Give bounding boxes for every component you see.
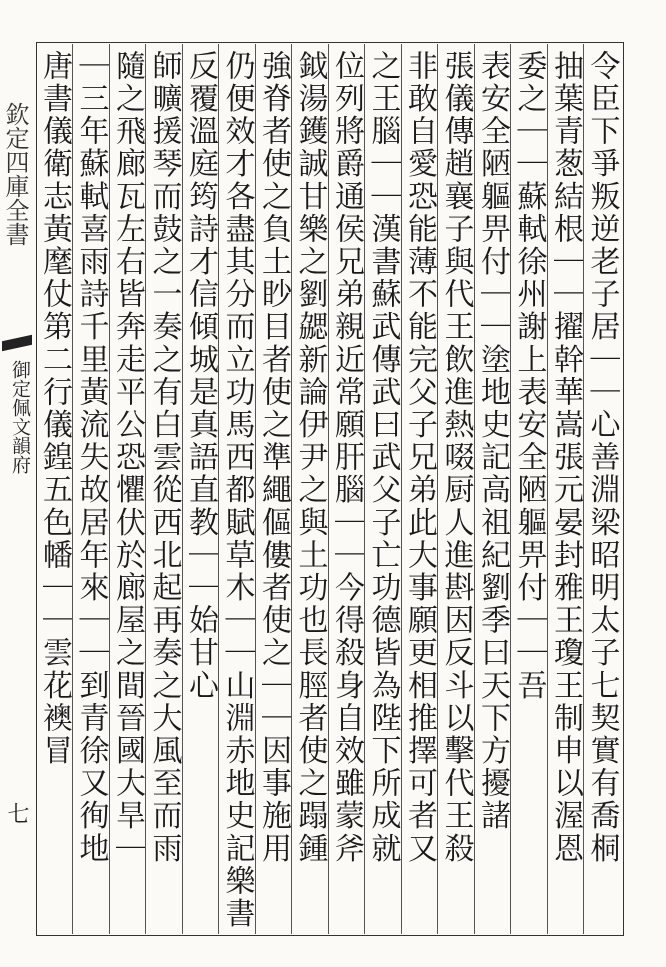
text-column: 強脊者使之負土眇目者使之準繩傴僂者使之｜｜因事施用 [256, 50, 291, 865]
text-column: 非敢自愛恐能薄不能完父子兄弟此大事願更相推擇可者又 [402, 50, 437, 865]
fishtail-mark [2, 335, 32, 351]
text-column: 隨之飛廊瓦左右皆奔走平公恐懼伏於廊屋之間晉國大旱｜ [110, 50, 145, 865]
text-column: 委之｜｜蘇軾徐州謝上表安全陋軀畀付｜｜吾 [511, 50, 547, 702]
column-rule [583, 44, 584, 934]
column-rule [401, 44, 402, 934]
text-column: 之王腦｜｜漢書蘇武傳武曰武父子亡功德皆為陛下所成就 [365, 50, 401, 865]
column-rule [328, 44, 329, 934]
text-column: 師曠援琴而鼓之一奏之有白雲從西北起再奏之大風至而雨 [146, 50, 182, 865]
text-column: 表安全陋軀畀付｜｜塗地史記高祖紀劉季曰天下方擾諸 [475, 50, 510, 833]
column-rule [255, 44, 256, 934]
column-rule [182, 44, 183, 934]
book-title: 御定佩文韻府 [9, 360, 31, 474]
column-rule [547, 44, 548, 934]
page-number: 七 [4, 802, 29, 824]
text-column: ｜三年蘇軾喜雨詩千里黃流失故居年來｜｜到青徐又徇地 [73, 50, 109, 865]
text-column: 唐書儀衛志黃麾仗第二行儀鍠五色幡｜｜雲花襖冒 [37, 50, 72, 768]
column-rule [145, 44, 146, 934]
column-rule [291, 44, 292, 934]
text-column: 抽葉青葱結根｜｜擢幹華嵩張元晏封雅王瓊王制申以渥恩 [548, 50, 583, 865]
column-rule [72, 44, 73, 934]
column-rule [437, 44, 438, 934]
column-rule [364, 44, 365, 934]
text-column: 反覆溫庭筠詩才信傾城是真語直教｜｜始甘心 [183, 50, 218, 702]
text-column: 令臣下爭叛逆老子居｜｜心善淵梁昭明太子七契實有喬桐 [584, 50, 620, 865]
column-rule [510, 44, 511, 934]
column-rule [218, 44, 219, 934]
column-rule [474, 44, 475, 934]
column-rule [109, 44, 110, 934]
page-margin-gutter [0, 42, 37, 936]
text-column: 仍便效才各盡其分而立功馬西都賦草木｜｜山淵赤地史記樂書 [219, 50, 255, 930]
text-column: 張儀傳趙襄子與代王飲進熱啜厨人進斟因反斗以擊代王殺 [438, 50, 474, 865]
collection-title: 欽定四庫全書 [1, 102, 29, 246]
text-column: 鉞湯鑊誠甘樂之劉勰新論伊尹之與土功也長脛者使之蹋鍾 [292, 50, 328, 865]
text-column: 位列將爵通侯兄弟親近常願肝腦｜｜今得殺身自效雖蒙斧 [329, 50, 364, 865]
